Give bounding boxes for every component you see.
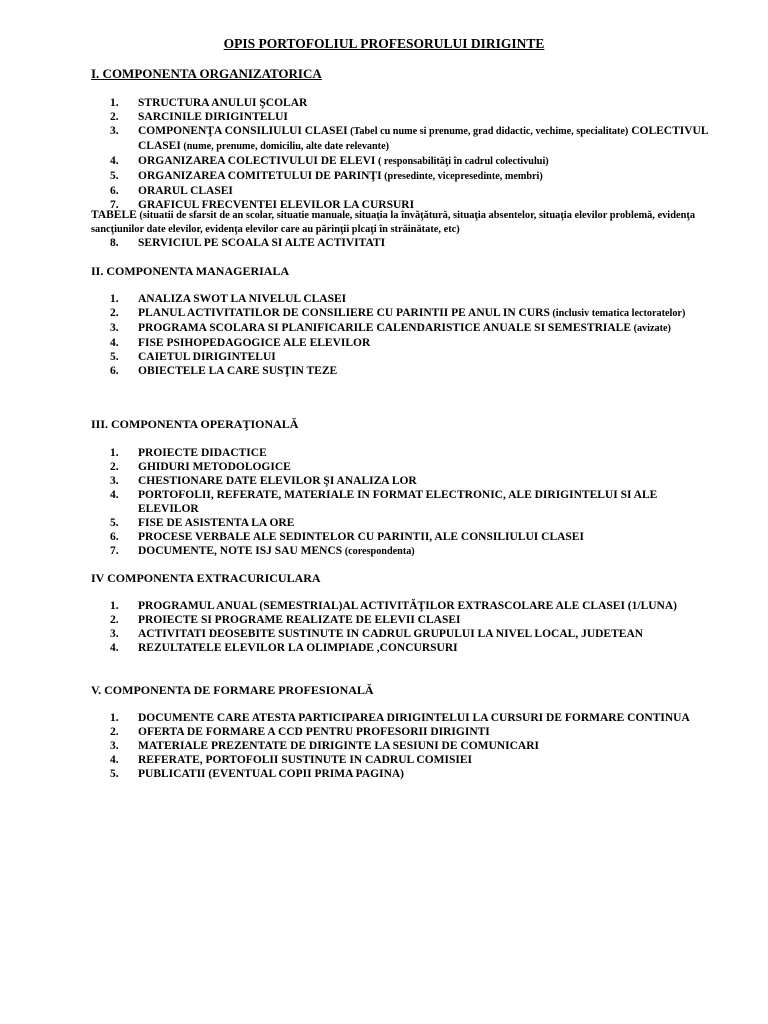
list-extracuriculara bbox=[110, 599, 710, 655]
list-item: 3. CHESTIONARE DATE ELEVILOR ŞI ANALIZA LOR bbox=[110, 475, 417, 487]
list-item: 2. PROIECTE SI PROGRAME REALIZATE DE ELEVII CLASEI bbox=[110, 614, 461, 626]
list-item: 4. REFERATE, PORTOFOLII SUSTINUTE IN CADRUL COMISIEI bbox=[110, 754, 473, 766]
list-item: 2. OFERTA DE FORMARE A CCD PENTRU PROFESORII DIRIGINTI bbox=[110, 726, 490, 738]
list-item: 1. PROIECTE DIDACTICE bbox=[110, 447, 267, 459]
list-item: 1. DOCUMENTE CARE ATESTA PARTICIPAREA DIRIGINTELUI LA CURSURI DE FORMARE CONTINUA bbox=[110, 712, 690, 724]
list-item: 2. SARCINILE DIRIGINTELUI bbox=[110, 111, 288, 123]
list-organizatorica bbox=[110, 96, 710, 212]
list-item: 4. REZULTATELE ELEVILOR LA OLIMPIADE ,CONCURSURI bbox=[110, 642, 458, 654]
list-manageriala bbox=[110, 292, 710, 378]
section-heading-organizatorica: I. COMPONENTA ORGANIZATORICA bbox=[91, 66, 322, 81]
list-item: 6. ORARUL CLASEI bbox=[110, 185, 233, 197]
section-heading-operationala: III. COMPONENTA OPERAŢIONALĂ bbox=[91, 417, 299, 431]
tabele-paragraph: TABELE (situatii de sfarsit de an scolar, situatie manuale, situaţia la învăţătură, situaţia absentelor, situaţia elevilor problemă, evidenţa sancţiunilor date elevilor, evidenţa elevilor care au părinţii plcaţi în străinătate, etc) bbox=[91, 209, 696, 235]
list-item: 3. ACTIVITATI DEOSEBITE SUSTINUTE IN CADRUL GRUPULUI LA NIVEL LOCAL, JUDETEAN bbox=[110, 628, 644, 640]
section-heading-formare: V. COMPONENTA DE FORMARE PROFESIONALĂ bbox=[91, 683, 374, 697]
list-formare bbox=[110, 711, 710, 781]
list-item: 4. FISE PSIHOPEDAGOGICE ALE ELEVILOR bbox=[110, 337, 371, 349]
list-item: 5. PUBLICATII (EVENTUAL COPII PRIMA PAGINA) bbox=[110, 768, 405, 780]
list-item: 5. ORGANIZAREA COMITETULUI DE PARINŢI (presedinte, vicepresedinte, membri) bbox=[110, 170, 543, 182]
list-item: 6. OBIECTELE LA CARE SUSŢIN TEZE bbox=[110, 365, 338, 377]
section-heading-manageriala: II. COMPONENTA MANAGERIALA bbox=[91, 264, 290, 278]
list-item: 5. CAIETUL DIRIGINTELUI bbox=[110, 351, 276, 363]
list-item: 7. DOCUMENTE, NOTE ISJ SAU MENCS (corespondenta) bbox=[110, 545, 415, 557]
list-item: 7. GRAFICUL FRECVENTEI ELEVILOR LA CURSURI bbox=[110, 199, 415, 211]
list-item: 1. STRUCTURA ANULUI ŞCOLAR bbox=[110, 97, 308, 109]
list-item: 4. PORTOFOLII, REFERATE, MATERIALE IN FORMAT ELECTRONIC, ALE DIRIGINTELUI SI ALE ELEVILOR bbox=[110, 489, 658, 515]
document-title: OPIS PORTOFOLIUL PROFESORULUI DIRIGINTE bbox=[223, 36, 545, 51]
list-organizatorica-continued bbox=[110, 236, 710, 250]
list-item: 1. ANALIZA SWOT LA NIVELUL CLASEI bbox=[110, 293, 347, 305]
list-item: 8. SERVICIUL PE SCOALA SI ALTE ACTIVITATI bbox=[110, 237, 386, 249]
list-item: 4. ORGANIZAREA COLECTIVULUI DE ELEVI ( responsabilităţi în cadrul colectivului) bbox=[110, 155, 549, 167]
section-heading-extracuriculara: IV COMPONENTA EXTRACURICULARA bbox=[91, 571, 321, 585]
list-item: 3. PROGRAMA SCOLARA SI PLANIFICARILE CALENDARISTICE ANUALE SI SEMESTRIALE (avizate) bbox=[110, 322, 671, 334]
list-item: 6. PROCESE VERBALE ALE SEDINTELOR CU PARINTII, ALE CONSILIULUI CLASEI bbox=[110, 531, 584, 543]
list-item: 1. PROGRAMUL ANUAL (SEMESTRIAL)AL ACTIVITĂŢILOR EXTRASCOLARE ALE CLASEI (1/LUNA) bbox=[110, 600, 678, 612]
list-item: 2. GHIDURI METODOLOGICE bbox=[110, 461, 291, 473]
list-item: 5. FISE DE ASISTENTA LA ORE bbox=[110, 517, 295, 529]
list-item: 2. PLANUL ACTIVITATILOR DE CONSILIERE CU PARINTII PE ANUL IN CURS (inclusiv tematica lectoratelor) bbox=[110, 307, 686, 319]
list-item: 3. MATERIALE PREZENTATE DE DIRIGINTE LA SESIUNI DE COMUNICARI bbox=[110, 740, 539, 752]
list-item: 3. COMPONENŢA CONSILIULUI CLASEI (Tabel cu nume si prenume, grad didactic, vechime, specialitate) COLECTIVUL CLASEI (nume, prenume, domiciliu, alte date relevante) bbox=[110, 125, 708, 152]
list-operationala bbox=[110, 446, 710, 559]
